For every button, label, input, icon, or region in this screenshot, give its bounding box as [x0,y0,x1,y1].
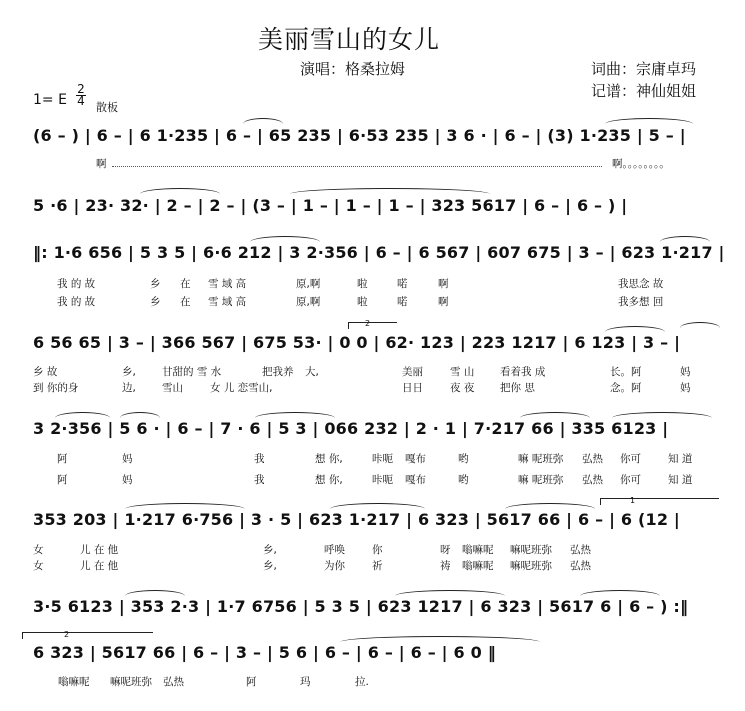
lyric-word: 我 [254,474,265,486]
volta-bracket [600,498,719,505]
lyric-word: 女 [33,544,44,556]
lyric-word: 雪 域 高 [208,278,247,290]
score-line-3: ‖: 1·6 656 | 5 3 5 | 6·6 212 | 3 2·356 | 6 – | 6 567 | 607 675 | 3 – | 623 1·217 | [33,243,725,262]
lyric-word: 你 [372,544,383,556]
intro-lyric-2: 啊。。。。。。。。 [612,158,670,170]
lyric-word: 在 [180,296,191,308]
lyric-word: 嘛呢班弥 [510,544,552,556]
slur [55,412,110,418]
lyric-word: 嘎布 [405,453,426,465]
lyric-word: 嘎布 [405,474,426,486]
volta-bracket [22,632,153,639]
slur [605,118,693,124]
lyric-word: 乡 [150,296,161,308]
lyric-word: 美丽 [402,366,423,378]
slur [250,236,320,242]
transcriber-credit: 记谱：神仙姐姐 [591,82,697,100]
lyric-word: 乡, [263,560,277,572]
slur [330,503,425,509]
slur [340,636,540,642]
lyric-word: 阿 [246,676,257,688]
slur [125,503,245,509]
lyric-word: 乡, [122,366,136,378]
lyric-word: 在 [180,278,191,290]
lyric-word: 祷 [440,560,451,572]
lyric-word: 我 [254,453,265,465]
slur [660,236,710,242]
lyric-word: 夜 夜 [450,382,475,394]
score-line-5: 3 2·356 | 5 6 · | 6 – | 7 · 6 | 5 3 | 066 232 | 2 · 1 | 7·217 66 | 335 6123 | [33,419,669,438]
lyric-word: 看着我 成 [500,366,546,378]
lyric-word: 咔呃 [372,453,393,465]
lyric-word: 呼唤 [324,544,345,556]
lyric-word: 玛 [300,676,311,688]
time-signature: 2 4 [77,82,85,108]
lyric-word: 日日 [402,382,423,394]
lyric-word: 妈 [680,382,691,394]
lyric-word: 嗡嘛呢 [462,544,494,556]
lyric-word: 妈 [122,474,133,486]
lyric-word: 啦 [357,296,368,308]
lyric-word: 念。阿 [610,382,642,394]
lyric-word: 嗡嘛呢 [462,560,494,572]
lyric-word: 弘热 [570,544,591,556]
lyric-word: 弘热 [582,474,603,486]
slur [580,590,660,596]
lyric-word: 嘛 呢班弥 [518,474,564,486]
lyric-word: 儿 在 他 [80,560,119,572]
lyric-word: 哟 [458,474,469,486]
lyric-word: 原,啊 [296,278,321,290]
slur [120,412,160,418]
lyric-word: 你可 [620,453,641,465]
singer-credit: 演唱：格桑拉姆 [300,60,406,78]
lyric-word: 啊 [438,296,449,308]
lyric-word: 妈 [680,366,691,378]
lyric-word: 甘甜的 雪 水 [162,366,222,378]
lyric-verse2-line1: 我 的 故 [57,296,96,308]
lyric-word: 嘛呢班弥 [110,676,152,688]
lyric-word: 阿 [57,453,68,465]
lyric-word: 儿 在 他 [80,544,119,556]
volta-bracket [348,322,397,329]
slur [680,322,720,328]
lyric-word: 阿 [57,474,68,486]
lyric-word: 乡 故 [33,366,58,378]
lyric-word: 喏 [397,278,408,290]
lyric-word: 把你 思 [500,382,535,394]
lyric-word: 喏 [397,296,408,308]
lyric-word: 你可 [620,474,641,486]
score-line-6: 353 203 | 1·217 6·756 | 3 · 5 | 623 1·217 | 6 323 | 5617 66 | 6 – | 6 (12 | [33,510,680,529]
lyric-word: 啊 [438,278,449,290]
lyric-word: 哟 [458,453,469,465]
lyric-word: 想 你, [315,453,343,465]
intro-lyric-1: 啊 [96,158,107,170]
score-line-7: 3·5 6123 | 353 2·3 | 1·7 6756 | 5 3 5 | 623 1217 | 6 323 | 5617 6 | 6 – ) :‖ [33,597,689,616]
lyric-word: 嗡嘛呢 [58,676,90,688]
lyric-word: 我多想 回 [618,296,664,308]
lyric-word: 女 儿 恋雪山, [210,382,273,394]
lyric-word: 乡 [150,278,161,290]
score-line-4: 6 56 65 | 3 – | 366 567 | 675 53· | 0 0 | 62· 123 | 223 1217 | 6 123 | 3 – | [33,333,681,352]
lyric-word: 雪 域 高 [208,296,247,308]
slur [612,412,712,418]
lyric-word: 弘热 [570,560,591,572]
lyric-word: 雪 山 [450,366,475,378]
score-line-1: (6 – ) | 6 – | 6 1·235 | 6 – | 65 235 | 6·53 235 | 3 6 · | 6 – | (3) 1·235 | 5 – | [33,126,686,145]
lyric-word: 呀 [440,544,451,556]
slur [520,412,590,418]
lyric-word: 祈 [372,560,383,572]
lyric-word: 乡, [263,544,277,556]
lyric-word: 边, [122,382,136,394]
slur [395,590,505,596]
slur [125,590,185,596]
slur [290,188,490,194]
lyric-word: 拉. [355,676,369,688]
lyric-word: 啦 [357,278,368,290]
tempo-marking: 散板 [96,101,118,114]
lyric-word: 大, [305,366,319,378]
lyric-word: 嘛 呢班弥 [518,453,564,465]
lyric-verse1-line1: 我 的 故 [57,278,96,290]
lyric-word: 雪山 [162,382,183,394]
slur [255,412,335,418]
composer-credit: 词曲：宗庸卓玛 [591,60,697,78]
lyric-word: 把我养 [262,366,294,378]
slur [140,188,220,194]
lyric-word: 知 道 [668,453,693,465]
lyric-word: 为你 [324,560,345,572]
score-line-2: 5 ·6 | 23· 32· | 2 – | 2 – | (3 – | 1 – | 1 – | 1 – | 323 5617 | 6 – | 6 – ) | [33,196,628,215]
lyric-word: 嘛呢班弥 [510,560,552,572]
lyric-word: 想 你, [315,474,343,486]
lyric-word: 弘热 [163,676,184,688]
lyric-word: 女 [33,560,44,572]
slur [243,118,283,124]
score-line-8: 6 323 | 5617 66 | 6 – | 3 – | 5 6 | 6 – | 6 – | 6 – | 6 0 ‖ [33,643,496,662]
slur [505,503,595,509]
lyric-word: 原,啊 [296,296,321,308]
lyric-word: 知 道 [668,474,693,486]
lyric-word: 妈 [122,453,133,465]
lyric-word: 咔呃 [372,474,393,486]
hold-dotline [112,166,602,167]
slur [605,326,665,332]
lyric-word: 弘热 [582,453,603,465]
key-signature: 1= E [33,92,67,108]
lyric-word: 长。阿 [610,366,642,378]
lyric-word: 我思念 故 [618,278,664,290]
page-title: 美丽雪山的女儿 [258,25,441,54]
lyric-word: 到 你的身 [33,382,79,394]
